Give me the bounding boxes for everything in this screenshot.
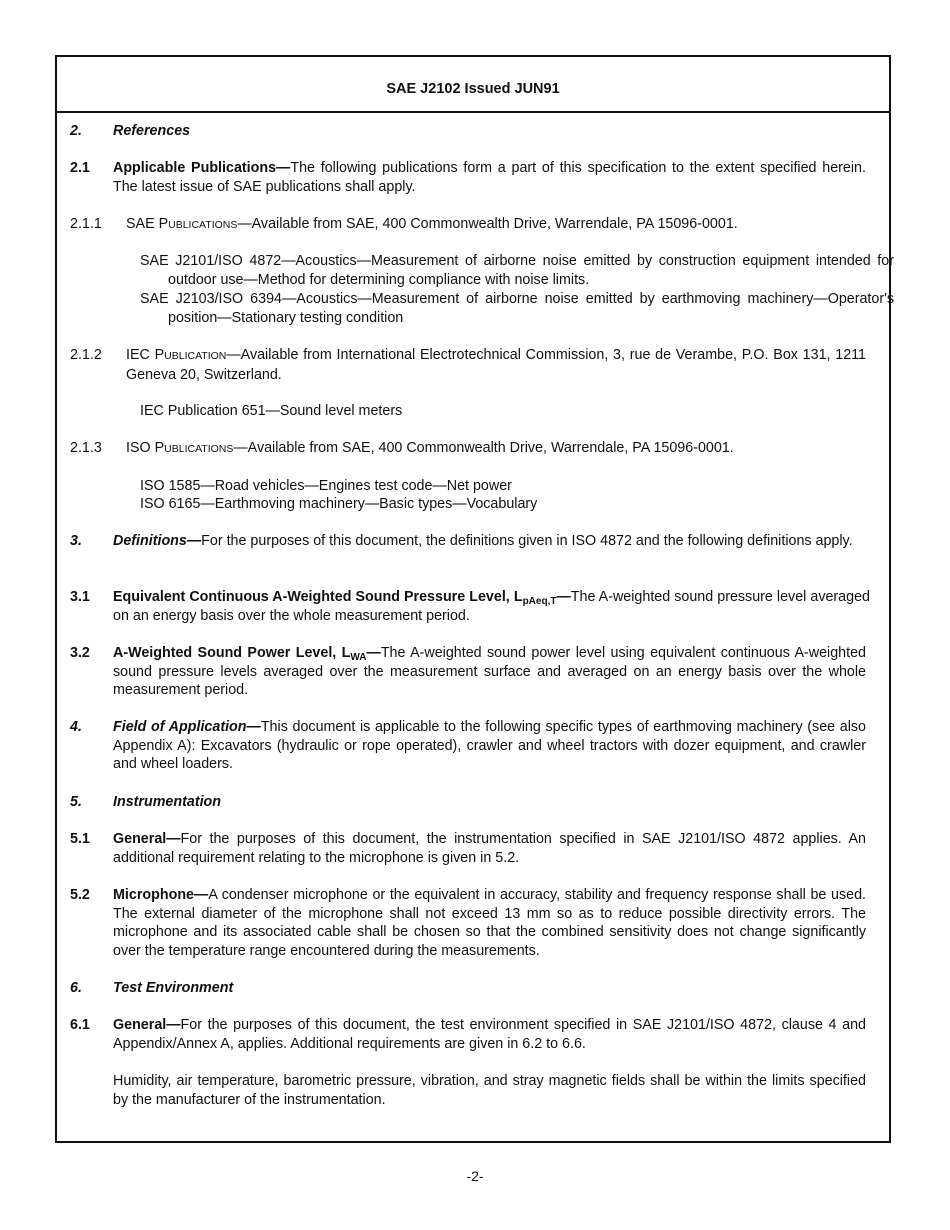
reference-iec651: IEC Publication 651—Sound level meters xyxy=(140,403,403,419)
reference-j2101: SAE J2101/ISO 4872—Acoustics—Measurement of airborne noise emitted by construction equipment intended for outdoor use—Method for determining compliance with noise limits. xyxy=(140,253,894,288)
page-header: SAE J2102 Issued JUN91 xyxy=(57,57,889,113)
page-number: -2- xyxy=(466,1168,484,1184)
section-6-1-paragraph-2: Humidity, air temperature, barometric pressure, vibration, and stray magnetic fields shall be within the limits specified by the manufacturer of the instrumentation. xyxy=(113,1073,866,1108)
reference-iso6165: ISO 6165—Earthmoving machinery—Basic types—Vocabulary xyxy=(140,496,538,512)
reference-iso1585: ISO 1585—Road vehicles—Engines test code—Net power xyxy=(140,478,512,494)
reference-j2103: SAE J2103/ISO 6394—Acoustics—Measurement of airborne noise emitted by earthmoving machinery—Operator's position—Stationary testing condition xyxy=(140,291,894,326)
